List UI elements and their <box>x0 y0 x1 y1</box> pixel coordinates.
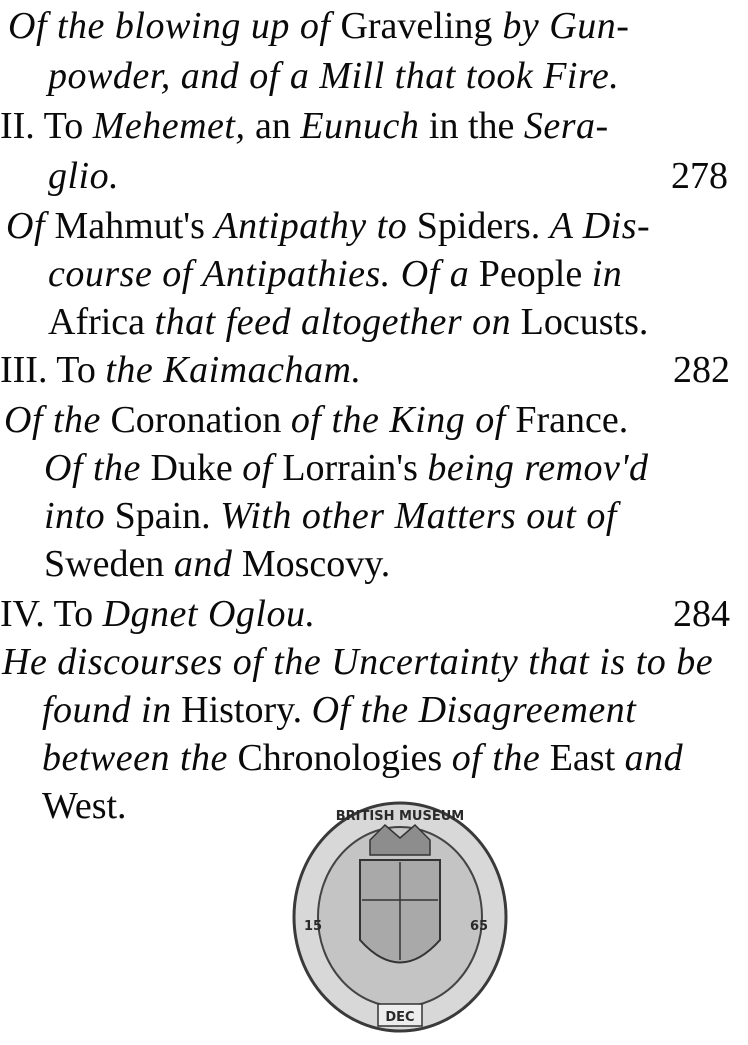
stamp-right-number: 65 <box>470 919 489 934</box>
place-name: Graveling <box>340 5 493 47</box>
desc-part: Mahmut's <box>54 205 205 247</box>
desc-part: Duke <box>150 447 233 489</box>
stamp-top-text: BRITISH MUSEUM <box>335 809 465 824</box>
desc-part: Chronologies <box>237 737 443 779</box>
desc-part: People <box>478 253 583 295</box>
desc-part: Of the Disagreement <box>311 689 637 731</box>
entry-2-desc-line-2 <box>48 250 622 298</box>
recipient-name: the Kaimacham. <box>105 349 362 391</box>
heading-word: an <box>254 105 291 147</box>
entry-1-desc-part: by Gun- <box>492 5 630 47</box>
entry-3-desc-line-4 <box>44 540 390 588</box>
desc-part: between the <box>42 737 228 779</box>
desc-part: Antipathy to <box>214 205 408 247</box>
desc-part: Sweden <box>44 543 165 585</box>
desc-part: Spiders. <box>416 205 541 247</box>
desc-part: Lorrain's <box>282 447 418 489</box>
desc-part: France. <box>515 399 629 441</box>
desc-part: Of the <box>44 447 141 489</box>
desc-part: of the King of <box>290 399 506 441</box>
desc-part: East <box>549 737 616 779</box>
entry-4-desc-line-2 <box>42 686 636 734</box>
desc-part: Locusts. <box>520 301 649 343</box>
heading-word: To <box>53 593 94 635</box>
entry-4-desc-line-3 <box>42 734 683 782</box>
recipient-name: Dgnet Oglou. <box>102 593 316 635</box>
heading-word: in the <box>428 105 515 147</box>
recipient-role: Eunuch <box>300 105 420 147</box>
desc-part: of <box>242 447 273 489</box>
desc-part: that feed altogether on <box>154 301 512 343</box>
page-number: 282 <box>673 349 730 391</box>
desc-part: History. <box>181 689 303 731</box>
entry-4-heading <box>0 590 740 638</box>
entry-1-desc-line-1 <box>8 2 740 50</box>
entry-1-desc-line-2: powder, and of a Mill that took Fire. <box>48 55 620 97</box>
desc-part: Africa <box>48 301 146 343</box>
desc-part: Moscovy. <box>241 543 391 585</box>
desc-part: found in <box>42 689 172 731</box>
heading-word: To <box>43 105 84 147</box>
stamp-bottom-text: DEC <box>385 1010 415 1025</box>
stamp-left-number: 15 <box>304 919 323 934</box>
entry-1-desc-part: Of the blowing up of <box>8 5 341 47</box>
desc-part: Coronation <box>110 399 282 441</box>
entry-2-desc-line-3 <box>48 298 648 346</box>
page-number: 278 <box>671 155 728 197</box>
desc-part: A Dis- <box>549 205 651 247</box>
place-name: Sera- <box>523 105 609 147</box>
desc-part: into <box>44 495 106 537</box>
entry-2-numeral: II. <box>0 105 35 147</box>
entry-3-desc-line-2 <box>44 444 649 492</box>
entry-3-numeral: III. <box>0 349 48 391</box>
entry-2-heading-line-2 <box>48 152 738 200</box>
desc-part: and <box>173 543 233 585</box>
desc-part: being remov'd <box>427 447 649 489</box>
desc-part: of the <box>451 737 541 779</box>
entry-4-numeral: IV. <box>0 593 45 635</box>
entry-3-desc-line-1 <box>4 396 628 444</box>
entry-4-desc-line-1: He discourses of the Uncertainty that is to be <box>2 641 714 683</box>
entry-3-heading <box>0 346 740 394</box>
recipient-name: Mehemet, <box>92 105 246 147</box>
place-name: glio. <box>48 155 120 197</box>
entry-2-heading <box>0 102 740 150</box>
page-number: 284 <box>673 593 730 635</box>
desc-part: With other Matters out of <box>220 495 617 537</box>
desc-part: in <box>591 253 623 295</box>
desc-part: course of Antipathies. Of a <box>48 253 470 295</box>
desc-part: and <box>624 737 684 779</box>
entry-3-desc-line-3 <box>44 492 617 540</box>
heading-word: To <box>56 349 96 391</box>
entry-4-desc-line-4: West. <box>42 785 127 827</box>
entry-2-desc-line-1 <box>6 202 650 250</box>
desc-part: Of the <box>4 399 101 441</box>
desc-part: Spain. <box>114 495 211 537</box>
library-stamp <box>290 800 510 1035</box>
desc-part: Of <box>6 205 45 247</box>
